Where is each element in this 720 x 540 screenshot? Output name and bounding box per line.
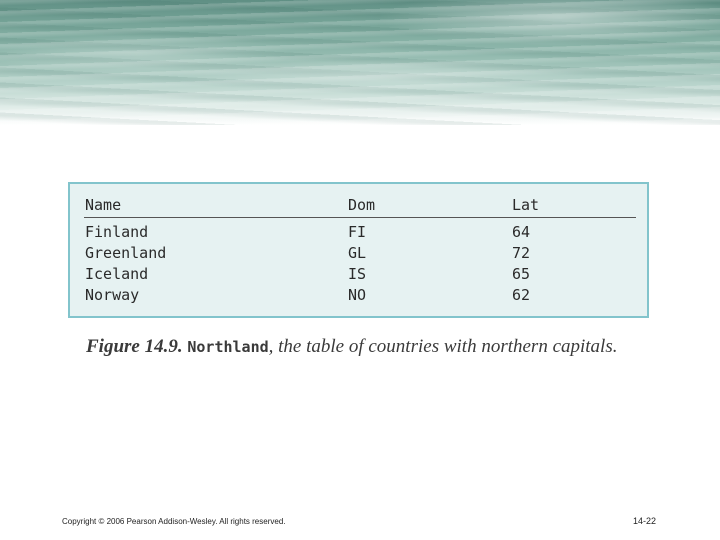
header-name: Name xyxy=(85,196,122,214)
figure-caption xyxy=(86,336,617,358)
header-lat: Lat xyxy=(512,196,540,214)
figure-code: Northland xyxy=(187,338,269,356)
header-divider xyxy=(84,217,636,218)
row-finland-lat: 64 xyxy=(512,223,531,241)
row-greenland-dom: GL xyxy=(348,244,367,262)
row-norway-name: Norway xyxy=(85,286,140,304)
row-finland-name: Finland xyxy=(85,223,149,241)
row-norway-dom: NO xyxy=(348,286,367,304)
header-dom: Dom xyxy=(348,196,376,214)
row-iceland-name: Iceland xyxy=(85,265,149,283)
copyright-notice: Copyright © 2006 Pearson Addison-Wesley. All rights reserved. xyxy=(62,517,286,526)
row-greenland-name: Greenland xyxy=(85,244,167,262)
countries-table xyxy=(68,182,649,318)
row-iceland-dom: IS xyxy=(348,265,367,283)
row-greenland-lat: 72 xyxy=(512,244,531,262)
row-norway-lat: 62 xyxy=(512,286,531,304)
row-finland-dom: FI xyxy=(348,223,367,241)
row-iceland-lat: 65 xyxy=(512,265,531,283)
figure-label: Figure 14.9. xyxy=(86,336,183,357)
figure-text: , the table of countries with northern capitals. xyxy=(268,336,618,357)
page-number: 14-22 xyxy=(633,516,657,526)
water-banner xyxy=(0,0,720,125)
